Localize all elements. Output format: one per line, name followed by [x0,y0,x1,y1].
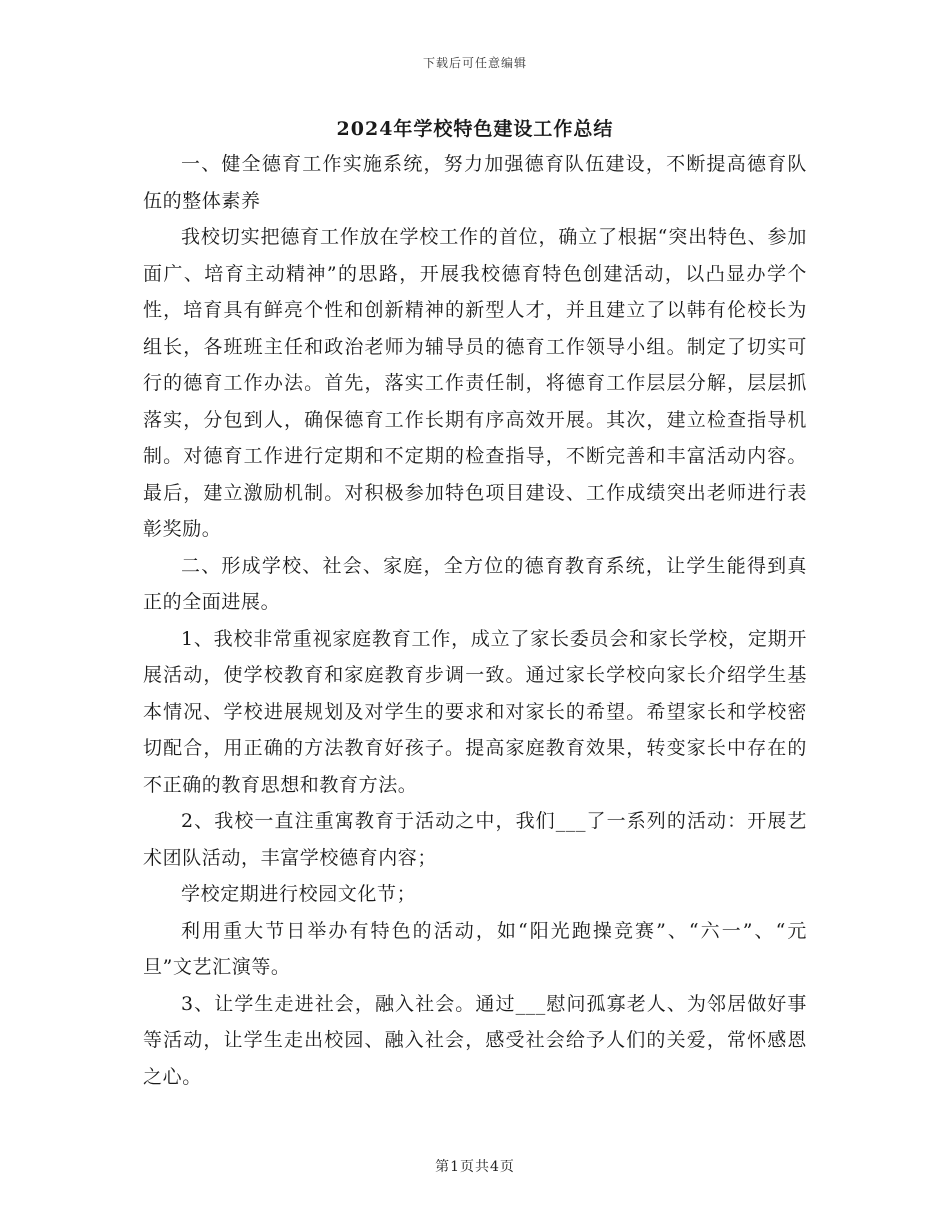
paragraph: 1、我校非常重视家庭教育工作，成立了家长委员会和家长学校，定期开展活动，使学校教育和家庭教育步调一致。通过家长学校向家长介绍学生基本情况、学校进展规划及对学生的要求和对家长的希望。希望家长和学校密切配合，用正确的方法教育好孩子。提高家庭教育效果，转变家长中存在的不正确的教育思想和教育方法。 [143,627,807,796]
document-body [143,146,807,1095]
paragraph: 2、我校一直注重寓教育于活动之中，我们___了一系列的活动：开展艺术团队活动，丰富学校德育内容； [143,810,807,869]
paragraph: 学校定期进行校园文化节； [181,883,417,905]
section-heading-2: 二、形成学校、社会、家庭，全方位的德育教育系统，让学生能得到真正的全面进展。 [143,554,807,613]
document-title: 2024年学校特色建设工作总结 [336,118,614,140]
paragraph: 我校切实把德育工作放在学校工作的首位，确立了根据“突出特色、参加面广、培育主动精神”的思路，开展我校德育特色创建活动，以凸显办学个性，培育具有鲜亮个性和创新精神的新型人才，并且建立了以韩有伦校长为组长，各班班主任和政治老师为辅导员的德育工作领导小组。制定了切实可行的德育工作办法。首先，落实工作责任制，将德育工作层层分解，层层抓落实，分包到人，确保德育工作长期有序高效开展。其次，建立检查指导机制。对德育工作进行定期和不定期的检查指导，不断完善和丰富活动内容。最后，建立激励机制。对积极参加特色项目建设、工作成绩突出老师进行表彰奖励。 [143,226,807,540]
paragraph: 3、让学生走进社会，融入社会。通过___慰问孤寡老人、为邻居做好事等活动，让学生走出校园、融入社会，感受社会给予人们的关爱，常怀感恩之心。 [143,992,807,1088]
page-number-footer: 第1页共4页 [435,1159,515,1175]
paragraph: 利用重大节日举办有特色的活动，如“阳光跑操竞赛”、“六一”、“元旦”文艺汇演等。 [143,919,807,978]
section-heading-1: 一、健全德育工作实施系统，努力加强德育队伍建设，不断提高德育队伍的整体素养 [143,153,807,212]
header-note: 下载后可任意编辑 [422,56,527,70]
